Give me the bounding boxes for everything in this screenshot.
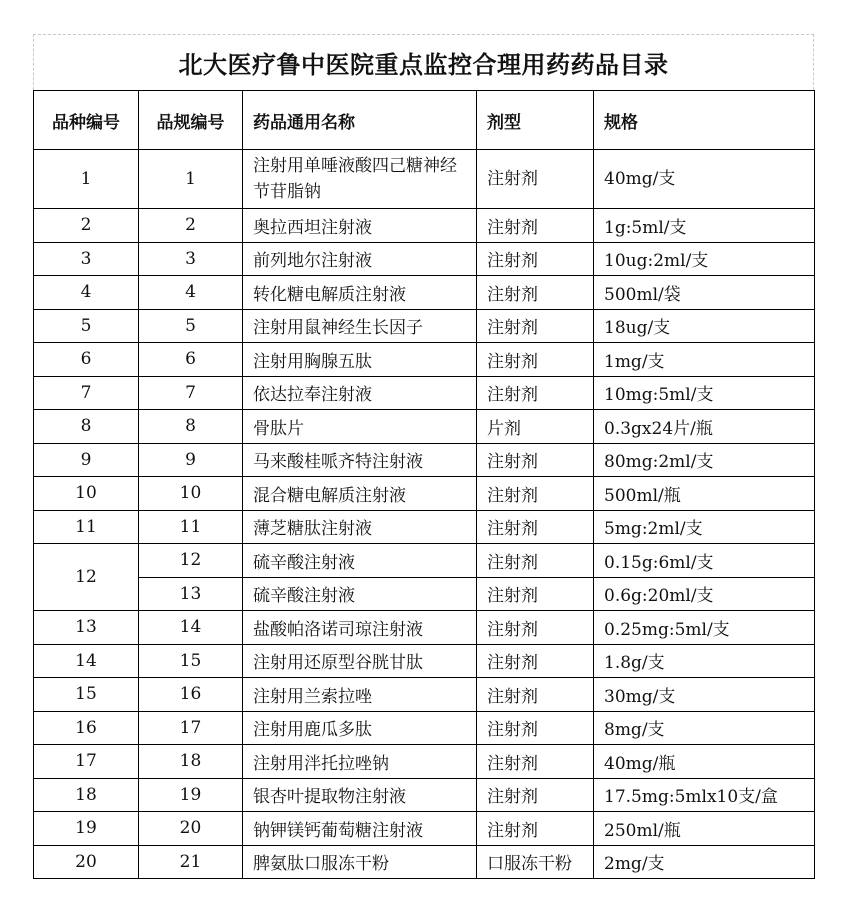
cell-dosage-form: 注射剂 <box>477 150 594 209</box>
table-row <box>34 276 815 310</box>
table-row <box>34 745 815 779</box>
table-row <box>34 812 815 846</box>
header-dosage-form: 剂型 <box>477 91 594 150</box>
cell-specification: 1mg/支 <box>594 343 815 377</box>
cell-spec-no: 2 <box>139 209 243 243</box>
table-row <box>34 477 815 511</box>
cell-specification: 10mg:5ml/支 <box>594 376 815 410</box>
cell-specification: 0.15g:6ml/支 <box>594 544 815 578</box>
table-row <box>34 510 815 544</box>
cell-dosage-form: 注射剂 <box>477 376 594 410</box>
cell-drug-name: 混合糖电解质注射液 <box>243 477 477 511</box>
cell-drug-name: 马来酸桂哌齐特注射液 <box>243 443 477 477</box>
table-row <box>34 544 815 578</box>
cell-drug-name: 转化糖电解质注射液 <box>243 276 477 310</box>
cell-dosage-form: 注射剂 <box>477 443 594 477</box>
cell-specification: 1g:5ml/支 <box>594 209 815 243</box>
page-title: 北大医疗鲁中医院重点监控合理用药药品目录 <box>178 51 669 79</box>
cell-drug-name: 注射用鼠神经生长因子 <box>243 309 477 343</box>
cell-specification: 250ml/瓶 <box>594 812 815 846</box>
cell-variety-no: 17 <box>34 745 139 779</box>
cell-drug-name: 注射用兰索拉唑 <box>243 678 477 712</box>
table-row <box>34 443 815 477</box>
cell-spec-no: 4 <box>139 276 243 310</box>
cell-variety-no: 20 <box>34 845 139 879</box>
header-drug-name: 药品通用名称 <box>243 91 477 150</box>
cell-drug-name: 注射用胸腺五肽 <box>243 343 477 377</box>
cell-spec-no: 17 <box>139 711 243 745</box>
cell-spec-no: 12 <box>139 544 243 578</box>
cell-drug-name: 注射用泮托拉唑钠 <box>243 745 477 779</box>
cell-dosage-form: 注射剂 <box>477 209 594 243</box>
header-specification: 规格 <box>594 91 815 150</box>
drug-catalog-sheet <box>33 34 814 879</box>
cell-specification: 30mg/支 <box>594 678 815 712</box>
cell-variety-no: 15 <box>34 678 139 712</box>
table-row <box>34 678 815 712</box>
cell-drug-name: 奥拉西坦注射液 <box>243 209 477 243</box>
cell-spec-no: 6 <box>139 343 243 377</box>
cell-variety-no: 5 <box>34 309 139 343</box>
cell-drug-name: 注射用单唾液酸四己糖神经节苷脂钠 <box>243 150 477 209</box>
cell-specification: 500ml/瓶 <box>594 477 815 511</box>
cell-dosage-form: 口服冻干粉 <box>477 845 594 879</box>
table-row <box>34 150 815 209</box>
cell-variety-no: 16 <box>34 711 139 745</box>
cell-spec-no: 9 <box>139 443 243 477</box>
table-row <box>34 778 815 812</box>
cell-drug-name: 硫辛酸注射液 <box>243 577 477 611</box>
table-row <box>34 410 815 444</box>
table-body <box>34 150 815 879</box>
table-row <box>34 711 815 745</box>
table-row <box>34 611 815 645</box>
cell-variety-no: 7 <box>34 376 139 410</box>
cell-drug-name: 骨肽片 <box>243 410 477 444</box>
cell-drug-name: 注射用鹿瓜多肽 <box>243 711 477 745</box>
cell-drug-name: 薄芝糖肽注射液 <box>243 510 477 544</box>
cell-variety-no: 11 <box>34 510 139 544</box>
table-header-row <box>34 91 815 150</box>
cell-specification: 40mg/支 <box>594 150 815 209</box>
cell-dosage-form: 注射剂 <box>477 711 594 745</box>
cell-variety-no: 18 <box>34 778 139 812</box>
cell-specification: 8mg/支 <box>594 711 815 745</box>
cell-specification: 0.6g:20ml/支 <box>594 577 815 611</box>
cell-spec-no: 10 <box>139 477 243 511</box>
table-row <box>34 242 815 276</box>
cell-variety-no: 8 <box>34 410 139 444</box>
table-row <box>34 644 815 678</box>
table-row <box>34 577 815 611</box>
cell-specification: 40mg/瓶 <box>594 745 815 779</box>
cell-spec-no: 14 <box>139 611 243 645</box>
cell-variety-no: 19 <box>34 812 139 846</box>
cell-dosage-form: 注射剂 <box>477 343 594 377</box>
cell-dosage-form: 注射剂 <box>477 544 594 578</box>
table-row <box>34 376 815 410</box>
cell-dosage-form: 片剂 <box>477 410 594 444</box>
title-box <box>33 34 814 90</box>
cell-variety-no: 3 <box>34 242 139 276</box>
cell-variety-no: 6 <box>34 343 139 377</box>
cell-drug-name: 脾氨肽口服冻干粉 <box>243 845 477 879</box>
cell-spec-no: 15 <box>139 644 243 678</box>
cell-dosage-form: 注射剂 <box>477 644 594 678</box>
cell-specification: 0.25mg:5ml/支 <box>594 611 815 645</box>
cell-drug-name: 盐酸帕洛诺司琼注射液 <box>243 611 477 645</box>
cell-spec-no: 19 <box>139 778 243 812</box>
cell-spec-no: 20 <box>139 812 243 846</box>
cell-spec-no: 3 <box>139 242 243 276</box>
cell-dosage-form: 注射剂 <box>477 510 594 544</box>
cell-dosage-form: 注射剂 <box>477 477 594 511</box>
cell-specification: 10ug:2ml/支 <box>594 242 815 276</box>
cell-spec-no: 16 <box>139 678 243 712</box>
cell-specification: 5mg:2ml/支 <box>594 510 815 544</box>
cell-drug-name: 银杏叶提取物注射液 <box>243 778 477 812</box>
cell-dosage-form: 注射剂 <box>477 812 594 846</box>
cell-spec-no: 7 <box>139 376 243 410</box>
table-row <box>34 845 815 879</box>
table-row <box>34 343 815 377</box>
cell-variety-no: 13 <box>34 611 139 645</box>
cell-drug-name: 硫辛酸注射液 <box>243 544 477 578</box>
cell-specification: 500ml/袋 <box>594 276 815 310</box>
header-spec-no: 品规编号 <box>139 91 243 150</box>
cell-drug-name: 依达拉奉注射液 <box>243 376 477 410</box>
cell-specification: 17.5mg:5mlx10支/盒 <box>594 778 815 812</box>
cell-spec-no: 11 <box>139 510 243 544</box>
cell-variety-no: 2 <box>34 209 139 243</box>
cell-variety-no: 12 <box>34 544 139 611</box>
cell-variety-no: 1 <box>34 150 139 209</box>
header-variety-no: 品种编号 <box>34 91 139 150</box>
drug-table <box>33 90 815 879</box>
cell-dosage-form: 注射剂 <box>477 242 594 276</box>
cell-drug-name: 前列地尔注射液 <box>243 242 477 276</box>
cell-dosage-form: 注射剂 <box>477 678 594 712</box>
cell-spec-no: 18 <box>139 745 243 779</box>
cell-specification: 18ug/支 <box>594 309 815 343</box>
cell-dosage-form: 注射剂 <box>477 276 594 310</box>
cell-variety-no: 14 <box>34 644 139 678</box>
cell-spec-no: 8 <box>139 410 243 444</box>
cell-drug-name: 钠钾镁钙葡萄糖注射液 <box>243 812 477 846</box>
cell-drug-name: 注射用还原型谷胱甘肽 <box>243 644 477 678</box>
cell-variety-no: 9 <box>34 443 139 477</box>
table-row <box>34 309 815 343</box>
cell-specification: 2mg/支 <box>594 845 815 879</box>
cell-dosage-form: 注射剂 <box>477 577 594 611</box>
cell-dosage-form: 注射剂 <box>477 611 594 645</box>
cell-spec-no: 5 <box>139 309 243 343</box>
cell-spec-no: 1 <box>139 150 243 209</box>
cell-specification: 0.3gx24片/瓶 <box>594 410 815 444</box>
cell-specification: 80mg:2ml/支 <box>594 443 815 477</box>
cell-spec-no: 13 <box>139 577 243 611</box>
cell-spec-no: 21 <box>139 845 243 879</box>
cell-dosage-form: 注射剂 <box>477 745 594 779</box>
cell-variety-no: 4 <box>34 276 139 310</box>
cell-specification: 1.8g/支 <box>594 644 815 678</box>
cell-dosage-form: 注射剂 <box>477 309 594 343</box>
cell-variety-no: 10 <box>34 477 139 511</box>
table-row <box>34 209 815 243</box>
cell-dosage-form: 注射剂 <box>477 778 594 812</box>
